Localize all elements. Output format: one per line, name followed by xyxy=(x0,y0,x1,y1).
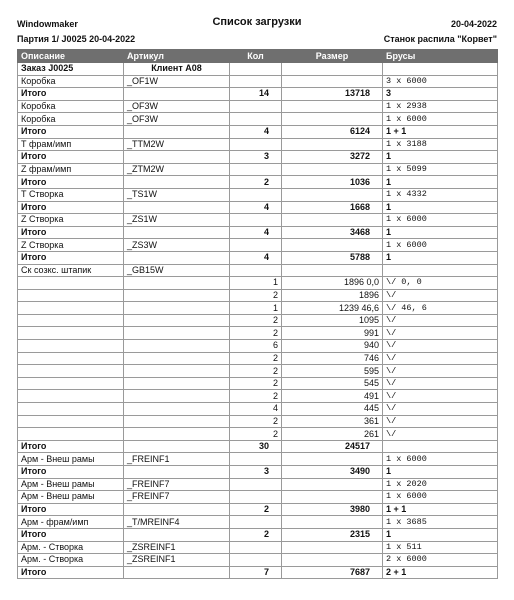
cell-bars: 3 xyxy=(383,88,498,101)
cell-quantity xyxy=(230,554,282,567)
cell-article: _TS1W xyxy=(124,188,230,201)
cell-bars: 1 x 3188 xyxy=(383,138,498,151)
cell-quantity: 1 xyxy=(230,302,282,315)
cell-quantity: 2 xyxy=(230,176,282,189)
cell-description: Z Створка xyxy=(18,214,124,227)
cell-bars: \/ xyxy=(383,327,498,340)
cell-bars: 1 x 6000 xyxy=(383,113,498,126)
cell-bars: 1 x 6000 xyxy=(383,214,498,227)
cell-size: 3490 xyxy=(282,466,383,479)
cell-size xyxy=(282,138,383,151)
table-row[interactable] xyxy=(18,163,498,176)
party-info: Партия 1/ J0025 20-04-2022 xyxy=(17,34,136,44)
cell-size: 1239 46,6 xyxy=(282,302,383,315)
cell-article xyxy=(124,327,230,340)
cell-article: Клиент A08 xyxy=(124,63,230,76)
cell-quantity: 3 xyxy=(230,151,282,164)
total-row[interactable] xyxy=(18,226,498,239)
cell-description xyxy=(18,365,124,378)
total-row[interactable] xyxy=(18,176,498,189)
cell-description: Арм - Внеш рамы xyxy=(18,478,124,491)
cell-bars: \/ 46, 6 xyxy=(383,302,498,315)
cell-description: Итого xyxy=(18,176,124,189)
cell-description xyxy=(18,403,124,416)
cell-size: 24517 xyxy=(282,440,383,453)
cell-quantity: 14 xyxy=(230,88,282,101)
cell-bars: \/ xyxy=(383,289,498,302)
cell-description: Итого xyxy=(18,503,124,516)
cell-bars xyxy=(383,63,498,76)
cell-size: 7687 xyxy=(282,566,383,579)
load-table xyxy=(17,49,498,579)
cell-size xyxy=(282,163,383,176)
cell-size xyxy=(282,75,383,88)
cell-bars: \/ xyxy=(383,314,498,327)
cell-bars: 1 x 3685 xyxy=(383,516,498,529)
cell-quantity xyxy=(230,541,282,554)
cell-bars: 1 x 6000 xyxy=(383,453,498,466)
table-row[interactable] xyxy=(18,491,498,504)
cell-size xyxy=(282,491,383,504)
cell-bars: \/ 0, 0 xyxy=(383,277,498,290)
app-name: Windowmaker xyxy=(17,19,78,29)
cell-quantity xyxy=(230,75,282,88)
cell-quantity xyxy=(230,188,282,201)
table-row[interactable] xyxy=(18,541,498,554)
cell-article: _ZSREINF1 xyxy=(124,554,230,567)
cell-bars: 1 xyxy=(383,151,498,164)
cell-quantity: 2 xyxy=(230,528,282,541)
cell-size: 1896 xyxy=(282,289,383,302)
cell-description: Арм. - Створка xyxy=(18,554,124,567)
cell-size: 1896 0,0 xyxy=(282,277,383,290)
cell-description: Коробка xyxy=(18,113,124,126)
cell-quantity: 4 xyxy=(230,251,282,264)
cell-bars: 1 x 2938 xyxy=(383,100,498,113)
cell-bars: 1 xyxy=(383,528,498,541)
cell-size xyxy=(282,264,383,277)
cell-size xyxy=(282,453,383,466)
cell-quantity: 2 xyxy=(230,377,282,390)
table-row[interactable] xyxy=(18,377,498,390)
cell-size xyxy=(282,214,383,227)
table-row[interactable] xyxy=(18,75,498,88)
table-row[interactable] xyxy=(18,277,498,290)
cell-article xyxy=(124,377,230,390)
cell-bars: \/ xyxy=(383,403,498,416)
cell-description xyxy=(18,340,124,353)
cell-size: 5788 xyxy=(282,251,383,264)
cell-quantity: 2 xyxy=(230,415,282,428)
cell-article xyxy=(124,528,230,541)
cell-bars: \/ xyxy=(383,415,498,428)
cell-bars: 1 + 1 xyxy=(383,125,498,138)
cell-quantity xyxy=(230,491,282,504)
cell-quantity: 1 xyxy=(230,277,282,290)
cell-article: _OF3W xyxy=(124,100,230,113)
cell-size: 1095 xyxy=(282,314,383,327)
cell-article xyxy=(124,503,230,516)
total-row[interactable] xyxy=(18,528,498,541)
cell-quantity: 4 xyxy=(230,226,282,239)
cell-size: 3980 xyxy=(282,503,383,516)
cell-description: Арм - фрам/имп xyxy=(18,516,124,529)
cell-article xyxy=(124,466,230,479)
table-row[interactable] xyxy=(18,478,498,491)
cell-description: Т Створка xyxy=(18,188,124,201)
table-row[interactable] xyxy=(18,340,498,353)
table-row[interactable] xyxy=(18,302,498,315)
total-row[interactable] xyxy=(18,201,498,214)
table-row[interactable] xyxy=(18,365,498,378)
cell-article: _ZS3W xyxy=(124,239,230,252)
cell-size: 6124 xyxy=(282,125,383,138)
cell-size xyxy=(282,516,383,529)
cell-description: Итого xyxy=(18,528,124,541)
cell-quantity xyxy=(230,453,282,466)
cell-quantity: 30 xyxy=(230,440,282,453)
cell-bars: 1 + 1 xyxy=(383,503,498,516)
cell-size: 3272 xyxy=(282,151,383,164)
cell-bars: 1 xyxy=(383,176,498,189)
cell-description xyxy=(18,289,124,302)
table-row[interactable] xyxy=(18,352,498,365)
cell-size: 361 xyxy=(282,415,383,428)
cell-quantity xyxy=(230,100,282,113)
cell-article xyxy=(124,403,230,416)
cell-quantity: 6 xyxy=(230,340,282,353)
cell-article xyxy=(124,440,230,453)
total-row[interactable] xyxy=(18,88,498,101)
cell-description xyxy=(18,327,124,340)
cell-quantity: 7 xyxy=(230,566,282,579)
cell-size xyxy=(282,554,383,567)
cell-size: 3468 xyxy=(282,226,383,239)
cell-description: Ск созкс. штапик xyxy=(18,264,124,277)
cell-quantity xyxy=(230,138,282,151)
cell-description xyxy=(18,428,124,441)
total-row[interactable] xyxy=(18,440,498,453)
cell-quantity: 4 xyxy=(230,403,282,416)
cell-article xyxy=(124,226,230,239)
cell-description: Итого xyxy=(18,566,124,579)
cell-article: _FREINF7 xyxy=(124,491,230,504)
cell-quantity xyxy=(230,113,282,126)
table-row[interactable] xyxy=(18,403,498,416)
cell-description xyxy=(18,277,124,290)
cell-article xyxy=(124,314,230,327)
cell-bars: \/ xyxy=(383,340,498,353)
table-row[interactable] xyxy=(18,516,498,529)
cell-article xyxy=(124,566,230,579)
cell-bars: \/ xyxy=(383,428,498,441)
cell-size xyxy=(282,63,383,76)
cell-description: Итого xyxy=(18,440,124,453)
cell-bars: 2 + 1 xyxy=(383,566,498,579)
cell-article xyxy=(124,176,230,189)
cell-description xyxy=(18,377,124,390)
report-date: 20-04-2022 xyxy=(450,19,497,29)
cell-bars: \/ xyxy=(383,377,498,390)
cell-description xyxy=(18,302,124,315)
cell-article: _TTM2W xyxy=(124,138,230,151)
table-row[interactable] xyxy=(18,415,498,428)
cell-quantity: 4 xyxy=(230,125,282,138)
cell-size xyxy=(282,100,383,113)
cell-bars: \/ xyxy=(383,390,498,403)
cell-article xyxy=(124,340,230,353)
cell-quantity: 2 xyxy=(230,327,282,340)
cell-description: Итого xyxy=(18,201,124,214)
cell-size xyxy=(282,478,383,491)
table-row[interactable] xyxy=(18,428,498,441)
cell-article xyxy=(124,251,230,264)
cell-bars: 1 x 4332 xyxy=(383,188,498,201)
cell-size: 445 xyxy=(282,403,383,416)
table-row[interactable] xyxy=(18,100,498,113)
cell-size: 491 xyxy=(282,390,383,403)
col-size[interactable]: Размер xyxy=(282,50,383,63)
table-row[interactable] xyxy=(18,239,498,252)
cell-article xyxy=(124,390,230,403)
cell-size: 13718 xyxy=(282,88,383,101)
cell-quantity: 3 xyxy=(230,466,282,479)
cell-quantity: 2 xyxy=(230,314,282,327)
cell-article xyxy=(124,88,230,101)
cell-article xyxy=(124,125,230,138)
cell-article xyxy=(124,415,230,428)
cell-description: Z Створка xyxy=(18,239,124,252)
cell-description xyxy=(18,314,124,327)
order-row[interactable] xyxy=(18,63,498,76)
table-row[interactable] xyxy=(18,113,498,126)
table-row[interactable] xyxy=(18,264,498,277)
cell-bars: 1 x 511 xyxy=(383,541,498,554)
table-row[interactable] xyxy=(18,314,498,327)
cell-article: _OF1W xyxy=(124,75,230,88)
cell-quantity: 2 xyxy=(230,289,282,302)
cell-article xyxy=(124,151,230,164)
cell-description: Коробка xyxy=(18,75,124,88)
cell-bars: 1 x 5099 xyxy=(383,163,498,176)
total-row[interactable] xyxy=(18,151,498,164)
cell-quantity: 2 xyxy=(230,503,282,516)
cell-bars: 1 xyxy=(383,201,498,214)
cell-bars: \/ xyxy=(383,365,498,378)
machine-info: Станок распила "Корвет" xyxy=(383,34,497,44)
total-row[interactable] xyxy=(18,503,498,516)
col-description[interactable]: Описание xyxy=(18,50,124,63)
cell-article: _OF3W xyxy=(124,113,230,126)
cell-quantity xyxy=(230,163,282,176)
cell-article xyxy=(124,289,230,302)
cell-size: 1668 xyxy=(282,201,383,214)
cell-article xyxy=(124,201,230,214)
cell-bars: 1 x 6000 xyxy=(383,239,498,252)
cell-bars: 1 x 2020 xyxy=(383,478,498,491)
cell-quantity xyxy=(230,63,282,76)
table-row[interactable] xyxy=(18,554,498,567)
page-title: Список загрузки xyxy=(212,16,302,28)
table-row[interactable] xyxy=(18,390,498,403)
cell-article: _ZS1W xyxy=(124,214,230,227)
cell-quantity: 2 xyxy=(230,390,282,403)
cell-quantity: 2 xyxy=(230,365,282,378)
cell-article xyxy=(124,277,230,290)
cell-bars xyxy=(383,440,498,453)
cell-size xyxy=(282,113,383,126)
cell-description: Коробка xyxy=(18,100,124,113)
col-quantity[interactable]: Кол xyxy=(230,50,282,63)
col-article[interactable]: Артикул xyxy=(124,50,230,63)
cell-quantity: 2 xyxy=(230,352,282,365)
cell-size: 595 xyxy=(282,365,383,378)
cell-description: Арм - Внеш рамы xyxy=(18,491,124,504)
cell-size xyxy=(282,541,383,554)
cell-size: 545 xyxy=(282,377,383,390)
cell-description: Итого xyxy=(18,151,124,164)
table-row[interactable] xyxy=(18,453,498,466)
cell-description: Итого xyxy=(18,125,124,138)
cell-article xyxy=(124,428,230,441)
cell-description: Т фрам/имп xyxy=(18,138,124,151)
cell-description: Итого xyxy=(18,251,124,264)
cell-quantity xyxy=(230,239,282,252)
total-row[interactable] xyxy=(18,466,498,479)
cell-article xyxy=(124,352,230,365)
cell-size: 1036 xyxy=(282,176,383,189)
cell-size: 261 xyxy=(282,428,383,441)
cell-article: _FREINF7 xyxy=(124,478,230,491)
table-header-row xyxy=(18,50,498,63)
cell-description: Итого xyxy=(18,88,124,101)
total-row[interactable] xyxy=(18,125,498,138)
cell-article: _FREINF1 xyxy=(124,453,230,466)
cell-bars: 1 x 6000 xyxy=(383,491,498,504)
cell-article xyxy=(124,365,230,378)
total-row[interactable] xyxy=(18,566,498,579)
cell-size xyxy=(282,239,383,252)
cell-description: Арм - Внеш рамы xyxy=(18,453,124,466)
cell-description: Заказ J0025 xyxy=(18,63,124,76)
cell-size: 940 xyxy=(282,340,383,353)
cell-description: Z фрам/имп xyxy=(18,163,124,176)
col-bars[interactable]: Брусы xyxy=(383,50,498,63)
cell-size: 991 xyxy=(282,327,383,340)
cell-description xyxy=(18,390,124,403)
table-row[interactable] xyxy=(18,188,498,201)
table-row[interactable] xyxy=(18,289,498,302)
cell-bars xyxy=(383,264,498,277)
table-row[interactable] xyxy=(18,327,498,340)
cell-quantity xyxy=(230,214,282,227)
cell-bars: \/ xyxy=(383,352,498,365)
cell-description: Итого xyxy=(18,466,124,479)
cell-bars: 1 xyxy=(383,226,498,239)
cell-article: _GB15W xyxy=(124,264,230,277)
cell-quantity: 4 xyxy=(230,201,282,214)
cell-bars: 1 xyxy=(383,251,498,264)
cell-size: 746 xyxy=(282,352,383,365)
cell-size: 2315 xyxy=(282,528,383,541)
cell-bars: 1 xyxy=(383,466,498,479)
cell-article xyxy=(124,302,230,315)
cell-quantity xyxy=(230,478,282,491)
table-row[interactable] xyxy=(18,214,498,227)
cell-article: _ZSREINF1 xyxy=(124,541,230,554)
cell-quantity xyxy=(230,516,282,529)
cell-quantity xyxy=(230,264,282,277)
cell-article: _ZTM2W xyxy=(124,163,230,176)
cell-quantity: 2 xyxy=(230,428,282,441)
cell-article: _T/MREINF4 xyxy=(124,516,230,529)
cell-bars: 2 x 6000 xyxy=(383,554,498,567)
cell-bars: 3 x 6000 xyxy=(383,75,498,88)
cell-description xyxy=(18,352,124,365)
total-row[interactable] xyxy=(18,251,498,264)
cell-description: Итого xyxy=(18,226,124,239)
cell-description: Арм. - Створка xyxy=(18,541,124,554)
cell-size xyxy=(282,188,383,201)
table-row[interactable] xyxy=(18,138,498,151)
cell-description xyxy=(18,415,124,428)
table-body xyxy=(18,63,498,579)
